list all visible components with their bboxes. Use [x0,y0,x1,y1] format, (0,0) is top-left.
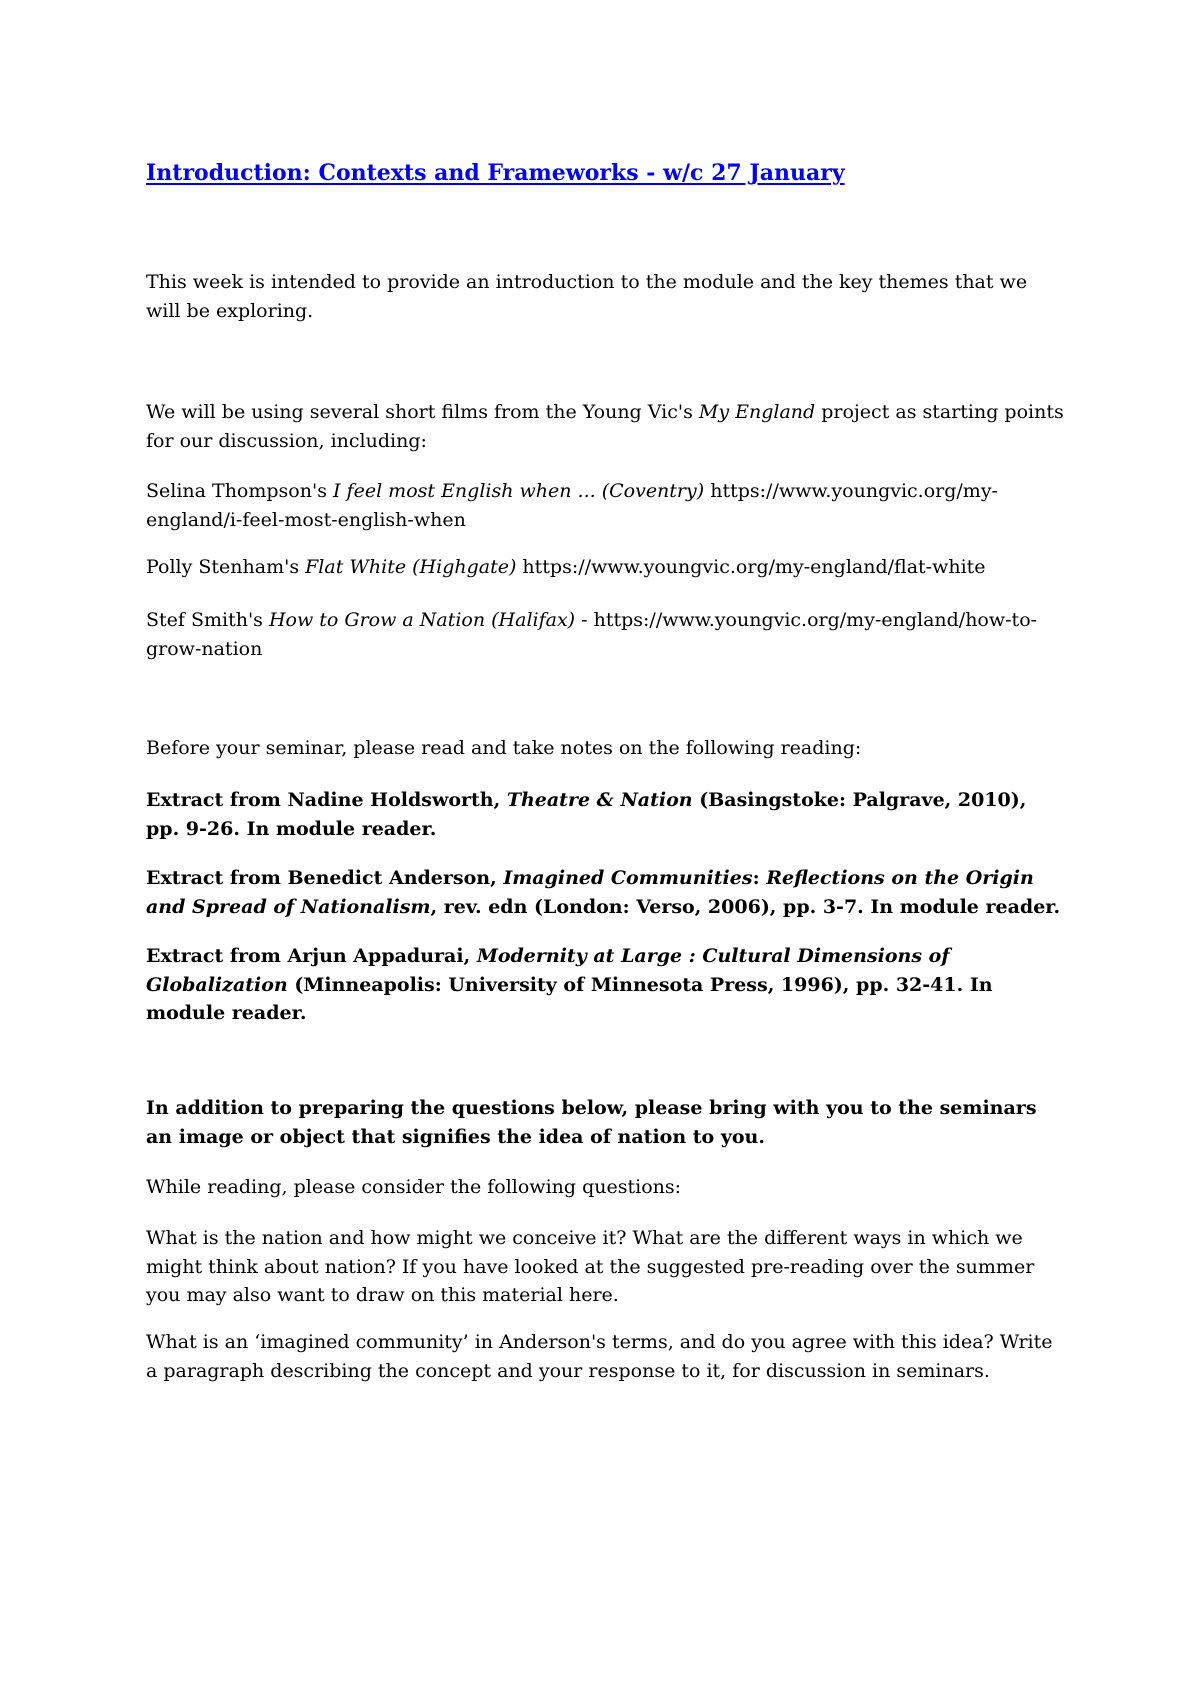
film-item-2 [146,553,1066,582]
bring-note-paragraph: In addition to preparing the questions below, please bring with you to the seminars an image or object that signifies the idea of nation to you. [146,1097,1037,1148]
films-intro-project-title: My England [698,401,816,423]
reading-item-3 [146,942,1066,1028]
intro-paragraph: This week is intended to provide an introduction to the module and the key themes that we will be exploring. [146,271,1028,322]
films-intro-before: We will be using several short films from the Young Vic's [146,401,699,423]
film-url-link[interactable]: https://www.youngvic.org/my-england/flat-white [522,556,986,578]
film-author: Stef Smith's [146,609,269,631]
question-2: What is an ‘imagined community’ in Anderson's terms, and do you agree with this idea? Write a paragraph describing the concept and your response to it, for discussion in seminars. [146,1331,1053,1382]
films-intro-paragraph [146,398,1066,455]
film-url-link[interactable]: https://www.youngvic.org/my-england/how-to-grow-nation [146,609,1038,660]
film-item-3 [146,606,1066,663]
reading-prefix: Extract from Arjun Appadurai, [146,945,477,967]
film-title: Flat White (Highgate) [305,556,517,578]
page-title-link[interactable]: Introduction: Contexts and Frameworks - w/c 27 January [146,160,845,186]
reading-item-2 [146,864,1066,921]
film-item-1 [146,477,1066,534]
reading-title-2: Reflections on the Origin and Spread of Nationalism [146,867,1034,918]
reading-item-1 [146,786,1066,843]
film-author: Polly Stenham's [146,556,306,578]
films-intro-after: project as starting points for our discussion, including: [146,401,1064,452]
reading-intro-paragraph: Before your seminar, please read and take notes on the following reading: [146,737,862,759]
film-sep: - [575,609,594,631]
reading-title: Modernity at Large : Cultural Dimensions of Globalization [146,945,950,996]
questions-intro-paragraph: While reading, please consider the following questions: [146,1176,682,1198]
film-author: Selina Thompson's [146,480,333,502]
reading-title: Theatre & Nation [506,789,693,811]
reading-suffix: , rev. edn (London: Verso, 2006), pp. 3-7. In module reader. [430,895,1061,918]
reading-title: Imagined Communities [503,867,753,889]
question-1: What is the nation and how might we conceive it? What are the different ways in which we might think about nation? If you have looked at the suggested pre-reading over the summer you may also want to draw on this material here. [146,1227,1035,1306]
film-title: How to Grow a Nation (Halifax) [268,609,576,631]
film-title: I feel most English when ... (Coventry) [333,480,705,502]
film-url-link[interactable]: https://www.youngvic.org/my-england/i-feel-most-english-when [146,480,998,531]
reading-middle: : [752,867,767,889]
reading-suffix: (Minneapolis: University of Minnesota Press, 1996), pp. 32-41. In module reader. [146,973,993,1024]
reading-prefix: Extract from Nadine Holdsworth, [146,789,507,811]
reading-prefix: Extract from Benedict Anderson, [146,867,504,889]
reading-suffix: (Basingstoke: Palgrave, 2010), pp. 9-26. In module reader. [146,789,1027,840]
